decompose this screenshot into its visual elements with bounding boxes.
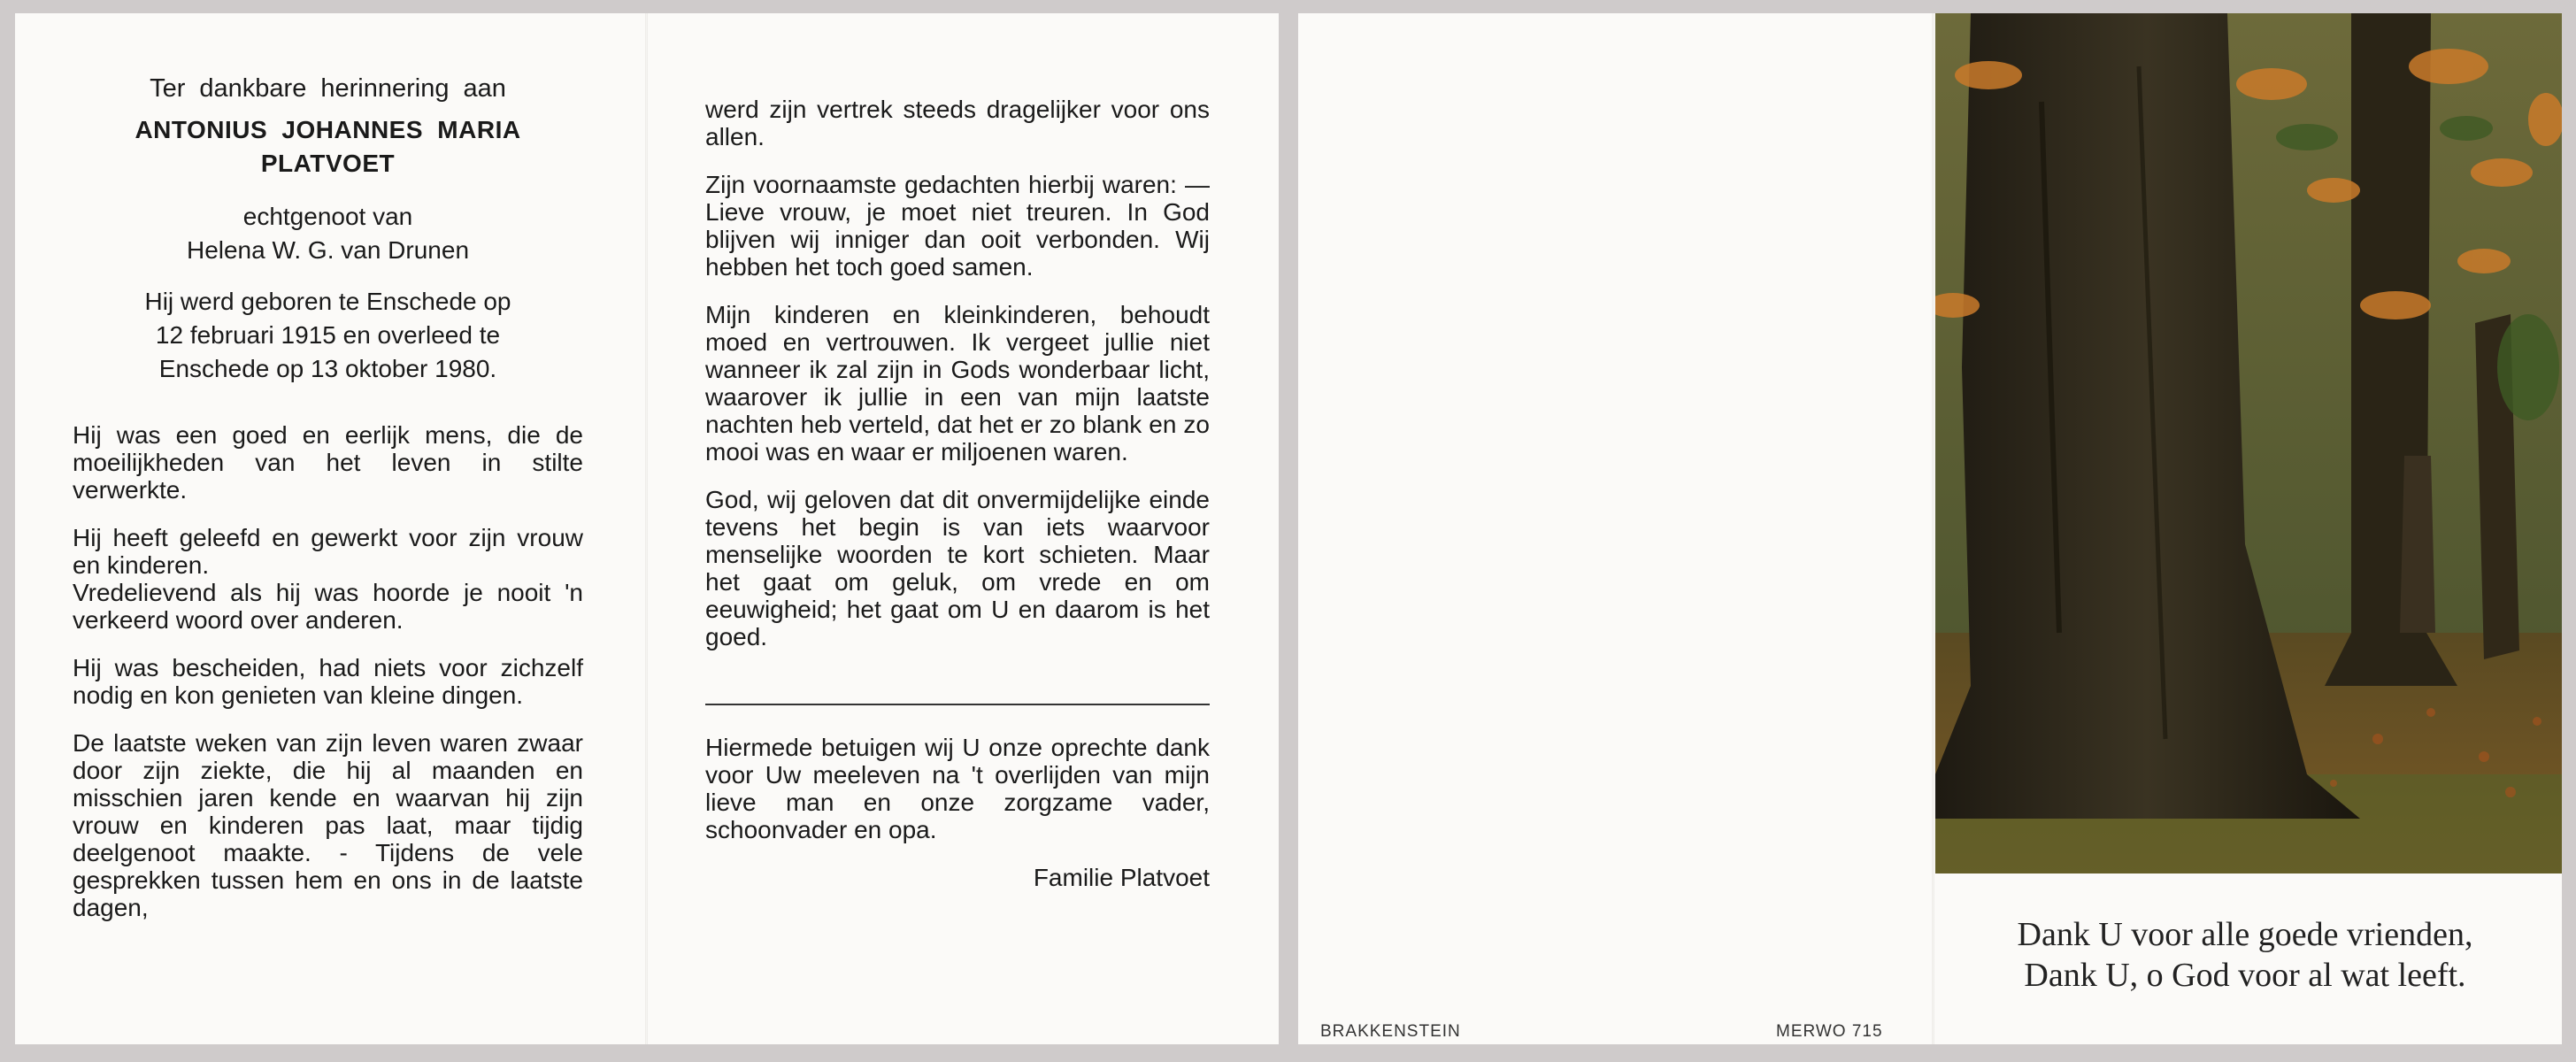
verse-line-2: Dank U, o God voor al wat leeft. bbox=[2024, 957, 2466, 994]
birth-line-3: Enschede op 13 oktober 1980. bbox=[158, 355, 497, 382]
name-line-1: ANTONIUS JOHANNES MARIA bbox=[135, 116, 521, 143]
paragraph: Hij was bescheiden, had niets voor zichzelf nodig en kon genieten van kleine dingen. bbox=[73, 654, 583, 709]
paragraph: Hij heeft geleefd en gewerkt voor zijn vrouw en kinderen. bbox=[73, 524, 583, 579]
paragraph: Zijn voornaamste gedachten hierbij waren: — Lieve vrouw, je moet niet treuren. In God blijven wij inniger dan ooit verbonden. Wij hebben het toch goed samen. bbox=[705, 171, 1210, 281]
deceased-name bbox=[73, 113, 583, 181]
birth-line-1: Hij werd geboren te Enschede op bbox=[144, 288, 511, 315]
left-column bbox=[73, 75, 583, 942]
paragraph: God, wij geloven dat dit onvermijdelijke einde tevens het begin is van iets waarvoor menselijke woorden te kort schieten. Maar het gaat om geluk, om vrede en om eeuwigheid; het gaat om U en daarom is het goed. bbox=[705, 486, 1210, 650]
paragraph: Vredelievend als hij was hoorde je nooit 'n verkeerd woord over anderen. bbox=[73, 579, 583, 634]
card-fold bbox=[1932, 13, 1934, 1044]
divider-line bbox=[705, 704, 1210, 705]
card-code: MERWO 715 bbox=[1776, 1022, 1883, 1041]
publisher-imprint: BRAKKENSTEIN bbox=[1320, 1022, 1461, 1041]
birth-line-2: 12 februari 1915 en overleed te bbox=[155, 321, 501, 349]
paragraph: Hij was een goed en eerlijk mens, die de moeilijkheden van het leven in stilte verwerkte. bbox=[73, 421, 583, 504]
forest-photo bbox=[1935, 13, 2562, 873]
verse bbox=[1953, 914, 2537, 996]
thanks-paragraph: Hiermede betuigen wij U onze oprechte dank voor Uw meeleven na 't overlijden van mijn lieve man en onze zorgzame vader, schoonvader en opa. bbox=[705, 734, 1210, 843]
intro-line: Ter dankbare herinnering aan bbox=[150, 74, 506, 103]
signature: Familie Platvoet bbox=[1033, 864, 1210, 891]
paragraph: werd zijn vertrek steeds dragelijker voor ons allen. bbox=[705, 96, 1210, 150]
autumn-trees-illustration bbox=[1935, 13, 2562, 873]
name-line-2: PLATVOET bbox=[260, 150, 396, 177]
memorial-card-inside bbox=[15, 13, 1279, 1044]
life-dates bbox=[73, 285, 583, 386]
right-column bbox=[705, 96, 1210, 891]
verse-line-1: Dank U voor alle goede vrienden, bbox=[2017, 916, 2473, 953]
memorial-card-outside bbox=[1298, 13, 2562, 1044]
paragraph: Mijn kinderen en kleinkinderen, behoudt moed en vertrouwen. Ik vergeet jullie niet wanneer ik zal zijn in Gods wonderbaar licht, waarover ik jullie in een van mijn laatste nachten heb verteld, dat het er zo blank en zo mooi was en waar er miljoenen waren. bbox=[705, 301, 1210, 466]
spouse-name: Helena W. G. van Drunen bbox=[186, 236, 470, 264]
spouse-block bbox=[73, 200, 583, 267]
card-fold bbox=[645, 13, 648, 1044]
spouse-label: echtgenoot van bbox=[242, 203, 413, 230]
paragraph: De laatste weken van zijn leven waren zwaar door zijn ziekte, die hij al maanden en misschien jaren kende en waarvan hij zijn vrouw en kinderen pas laat, maar tijdig deelgenoot maakte. - Tijdens de vele gesprekken tussen hem en ons in de laatste dagen, bbox=[73, 729, 583, 921]
